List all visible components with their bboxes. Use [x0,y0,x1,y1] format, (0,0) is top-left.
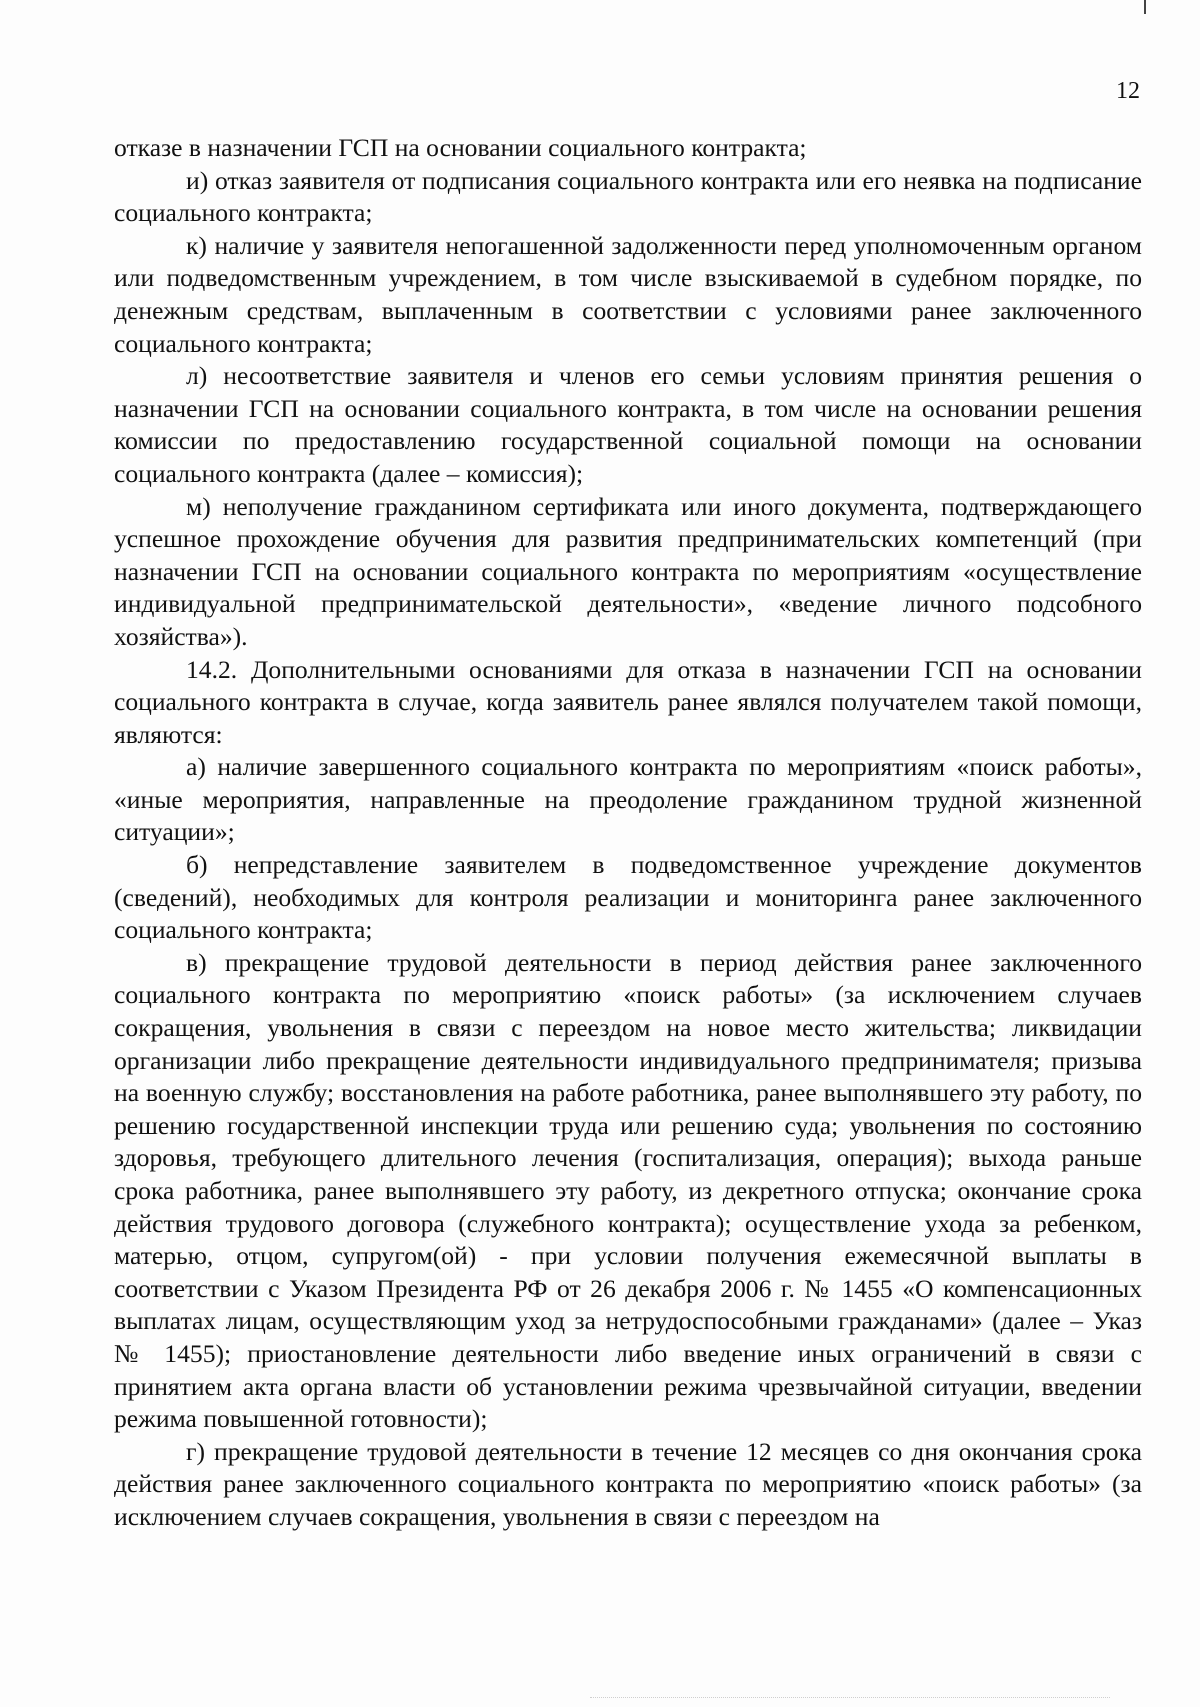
paragraph-item-i: и) отказ заявителя от подписания социального контракта или его неявка на подписание социального контракта; [114,165,1142,228]
page-number: 12 [1116,78,1140,104]
paragraph-item-v: в) прекращение трудовой деятельности в период действия ранее заключенного социального контракта по мероприятию «поиск работы» (за исключением случаев сокращения, увольнения в связи с переездом на новое место жительства; ликвидации организации либо прекращение деятельности индивидуального предпринимателя; призыва на военную службу; восстановления на работе работника, ранее выполнявшего эту работу, по решению государственной инспекции труда или решению суда; увольнения по состоянию здоровья, требующего длительного лечения (госпитализация, операция); выхода раньше срока работника, ранее выполнявшего эту работу, из декретного отпуска; окончание срока действия трудового договора (служебного контракта); осуществление ухода за ребенком, матерью, отцом, супругом(ой) - при условии получения ежемесячной выплаты в соответствии с Указом Президента РФ от 26 декабря 2006 г. № 1455 «О компенсационных выплатах лицам, осуществляющим уход за нетрудоспособными гражданами» (далее – Указ № 1455); приостановление деятельности либо введение иных ограничений в связи с принятием акта органа власти об установлении режима чрезвычайной ситуации, введении режима повышенной готовности); [114,947,1142,1434]
paragraph-item-l: л) несоответствие заявителя и членов его семьи условиям принятия решения о назначении ГСП на основании социального контракта, в том числе на основании решения комиссии по предоставлению государственной социальной помощи на основании социального контракта (далее – комиссия); [114,361,1142,488]
paragraph-section-14-2: 14.2. Дополнительными основаниями для отказа в назначении ГСП на основании социального контракта в случае, когда заявитель ранее являлся получателем такой помощи, являются: [114,654,1142,749]
paragraph-item-a: а) наличие завершенного социального контракта по мероприятиям «поиск работы», «иные мероприятия, направленные на преодоление гражданином трудной жизненной ситуации»; [114,752,1142,847]
paragraph-item-k: к) наличие у заявителя непогашенной задолженности перед уполномоченным органом или подведомственным учреждением, в том числе взыскиваемой в судебном порядке, по денежным средствам, выплаченным в соответствии с условиями ранее заключенного социального контракта; [114,230,1142,358]
paragraph-item-b: б) непредставление заявителем в подведомственное учреждение документов (сведений), необходимых для контроля реализации и мониторинга ранее заключенного социального контракта; [114,850,1142,945]
paragraph-item-m: м) неполучение гражданином сертификата или иного документа, подтверждающего успешное прохождение обучения для развития предпринимательских компетенций (при назначении ГСП на основании социального контракта по мероприятиям «осуществление индивидуальной предпринимательской деятельности», «ведение личного подсобного хозяйства»). [114,491,1142,651]
document-body [114,132,1142,1534]
paragraph-item-g: г) прекращение трудовой деятельности в течение 12 месяцев со дня окончания срока действия ранее заключенного социального контракта по мероприятию «поиск работы» (за исключением случаев сокращения, увольнения в связи с переездом на [114,1436,1142,1531]
scan-edge-mark [1144,0,1146,14]
scan-artifact-line [590,1697,1110,1699]
paragraph-continuation: отказе в назначении ГСП на основании социального контракта; [114,133,807,162]
